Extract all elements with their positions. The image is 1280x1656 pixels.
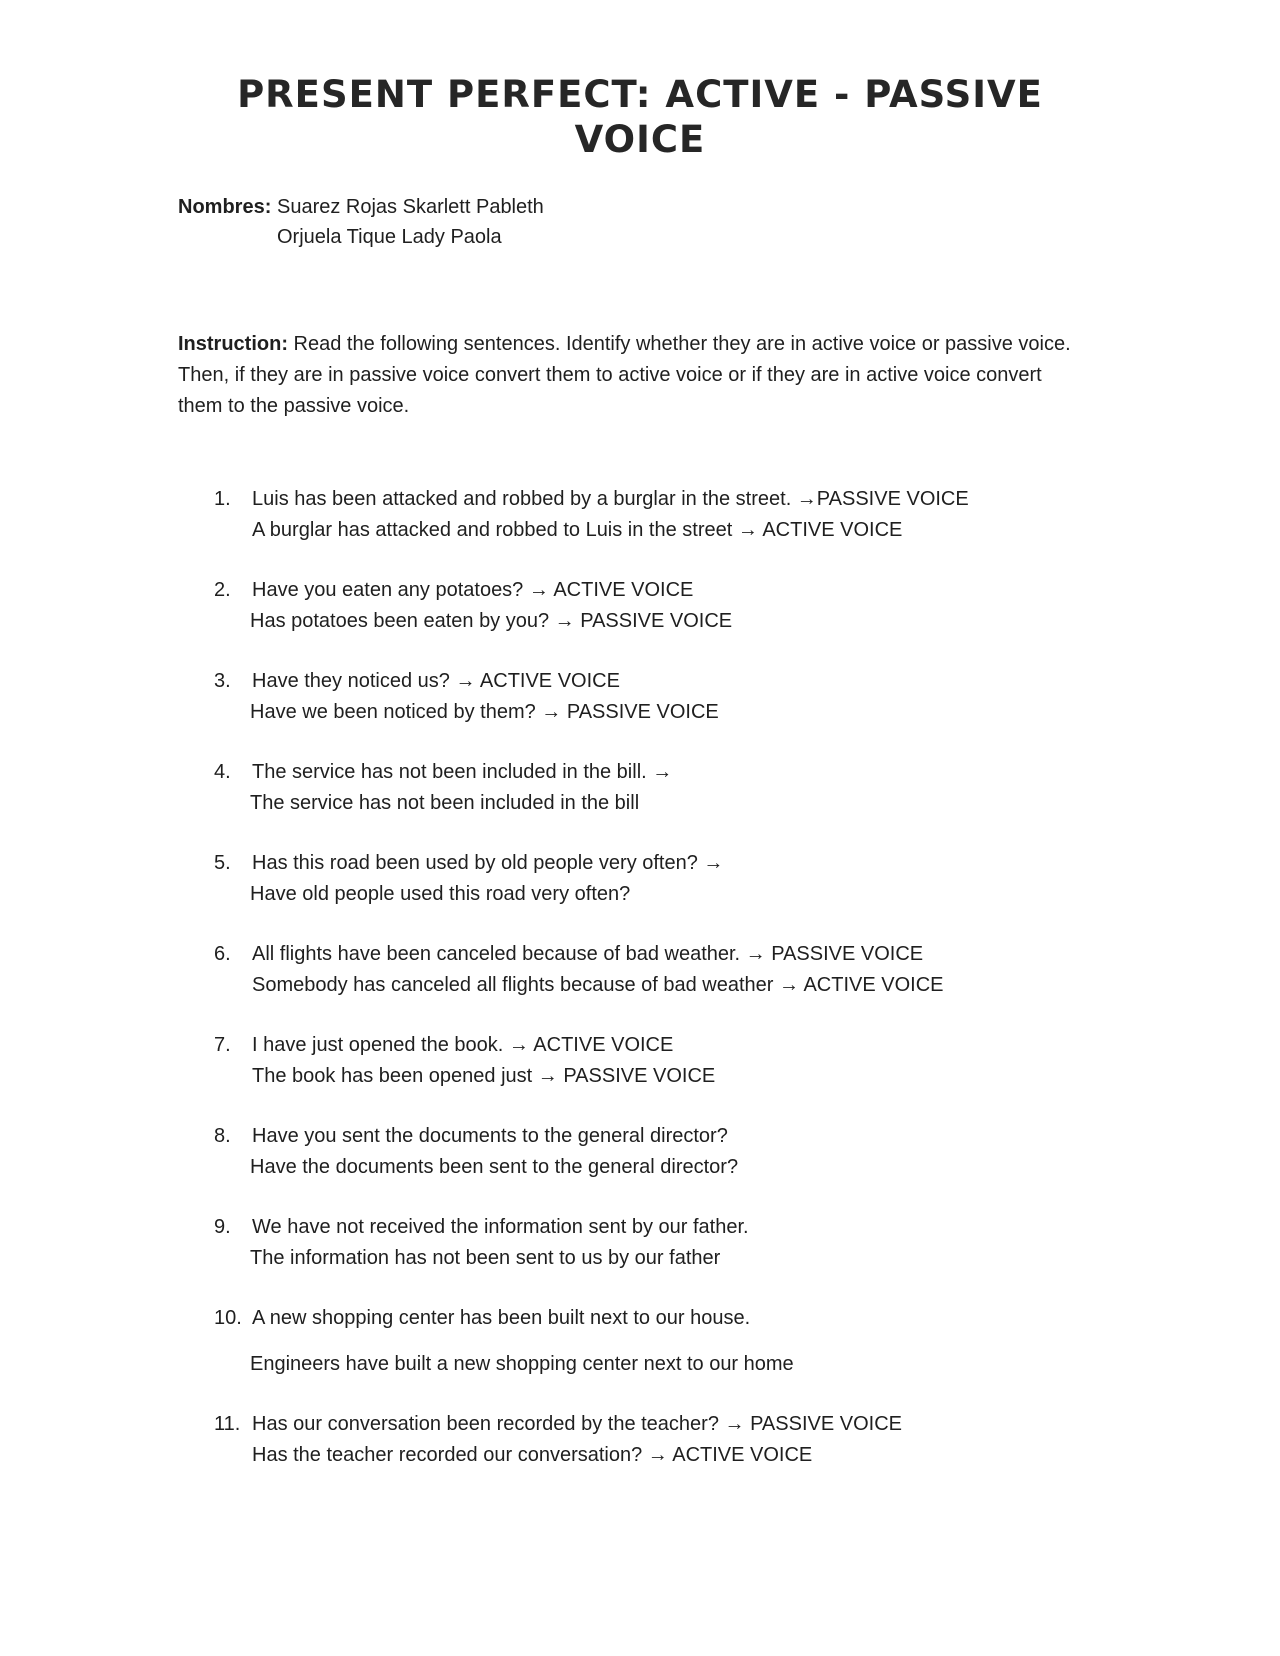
list-item bbox=[214, 1303, 794, 1380]
item-number: 9. bbox=[214, 1216, 231, 1238]
item-conversion: Have old people used this road very often? bbox=[250, 883, 631, 905]
names-label: Nombres: bbox=[178, 196, 272, 218]
instruction-label: Instruction: bbox=[178, 333, 288, 355]
page-title bbox=[200, 72, 1080, 162]
item-sentence: Have you eaten any potatoes? → ACTIVE VOICE bbox=[252, 579, 694, 601]
list-item bbox=[214, 939, 943, 1001]
item-sentence: Luis has been attacked and robbed by a burglar in the street. →PASSIVE VOICE bbox=[252, 488, 969, 510]
item-number: 5. bbox=[214, 852, 231, 874]
item-conversion: Has the teacher recorded our conversation? → ACTIVE VOICE bbox=[252, 1444, 813, 1466]
item-sentence: I have just opened the book. → ACTIVE VOICE bbox=[252, 1034, 674, 1056]
instruction-text: Read the following sentences. Identify whether they are in active voice or passive voice. Then, if they are in passive voice convert them to active voice or if they are in active voice convert them to the passive voice. bbox=[178, 333, 1071, 417]
item-conversion: The information has not been sent to us by our father bbox=[250, 1247, 721, 1269]
list-item bbox=[214, 1212, 749, 1274]
item-conversion: Have the documents been sent to the general director? bbox=[250, 1156, 739, 1178]
list-item bbox=[214, 484, 969, 546]
item-conversion: The book has been opened just → PASSIVE VOICE bbox=[252, 1065, 716, 1087]
instruction-paragraph bbox=[178, 329, 1078, 422]
item-sentence: Has our conversation been recorded by the teacher? → PASSIVE VOICE bbox=[252, 1413, 902, 1435]
item-conversion: Has potatoes been eaten by you? → PASSIVE VOICE bbox=[250, 610, 733, 632]
item-number: 7. bbox=[214, 1034, 231, 1056]
item-number: 11. bbox=[214, 1413, 241, 1435]
title-line-1: PRESENT PERFECT: ACTIVE - PASSIVE bbox=[237, 73, 1043, 116]
item-sentence: The service has not been included in the bill. → bbox=[252, 761, 673, 783]
item-sentence: Has this road been used by old people very often? → bbox=[252, 852, 724, 874]
item-number: 1. bbox=[214, 488, 231, 510]
list-item bbox=[214, 666, 719, 728]
item-number: 10. bbox=[214, 1307, 242, 1329]
item-number: 2. bbox=[214, 579, 231, 601]
name-second: Orjuela Tique Lady Paola bbox=[277, 226, 502, 248]
item-conversion: Somebody has canceled all flights because of bad weather → ACTIVE VOICE bbox=[252, 974, 944, 996]
list-item bbox=[214, 575, 732, 637]
list-item bbox=[214, 848, 723, 910]
list-item bbox=[214, 757, 672, 819]
item-conversion: A burglar has attacked and robbed to Luis in the street → ACTIVE VOICE bbox=[252, 519, 903, 541]
item-number: 4. bbox=[214, 761, 231, 783]
item-conversion: Engineers have built a new shopping center next to our home bbox=[250, 1353, 794, 1375]
item-sentence: Have you sent the documents to the general director? bbox=[252, 1125, 728, 1147]
item-conversion: Have we been noticed by them? → PASSIVE VOICE bbox=[250, 701, 719, 723]
list-item bbox=[214, 1121, 738, 1183]
item-sentence: All flights have been canceled because of bad weather. → PASSIVE VOICE bbox=[252, 943, 924, 965]
name-first: Suarez Rojas Skarlett Pableth bbox=[277, 196, 544, 218]
item-conversion: The service has not been included in the bill bbox=[250, 792, 640, 814]
item-sentence: A new shopping center has been built next to our house. bbox=[252, 1307, 751, 1329]
item-number: 3. bbox=[214, 670, 231, 692]
item-number: 6. bbox=[214, 943, 231, 965]
item-number: 8. bbox=[214, 1125, 231, 1147]
item-sentence: We have not received the information sent by our father. bbox=[252, 1216, 749, 1238]
item-sentence: Have they noticed us? → ACTIVE VOICE bbox=[252, 670, 620, 692]
list-item bbox=[214, 1409, 902, 1471]
title-line-2: VOICE bbox=[574, 118, 706, 161]
list-item bbox=[214, 1030, 715, 1092]
names-block bbox=[178, 192, 544, 252]
